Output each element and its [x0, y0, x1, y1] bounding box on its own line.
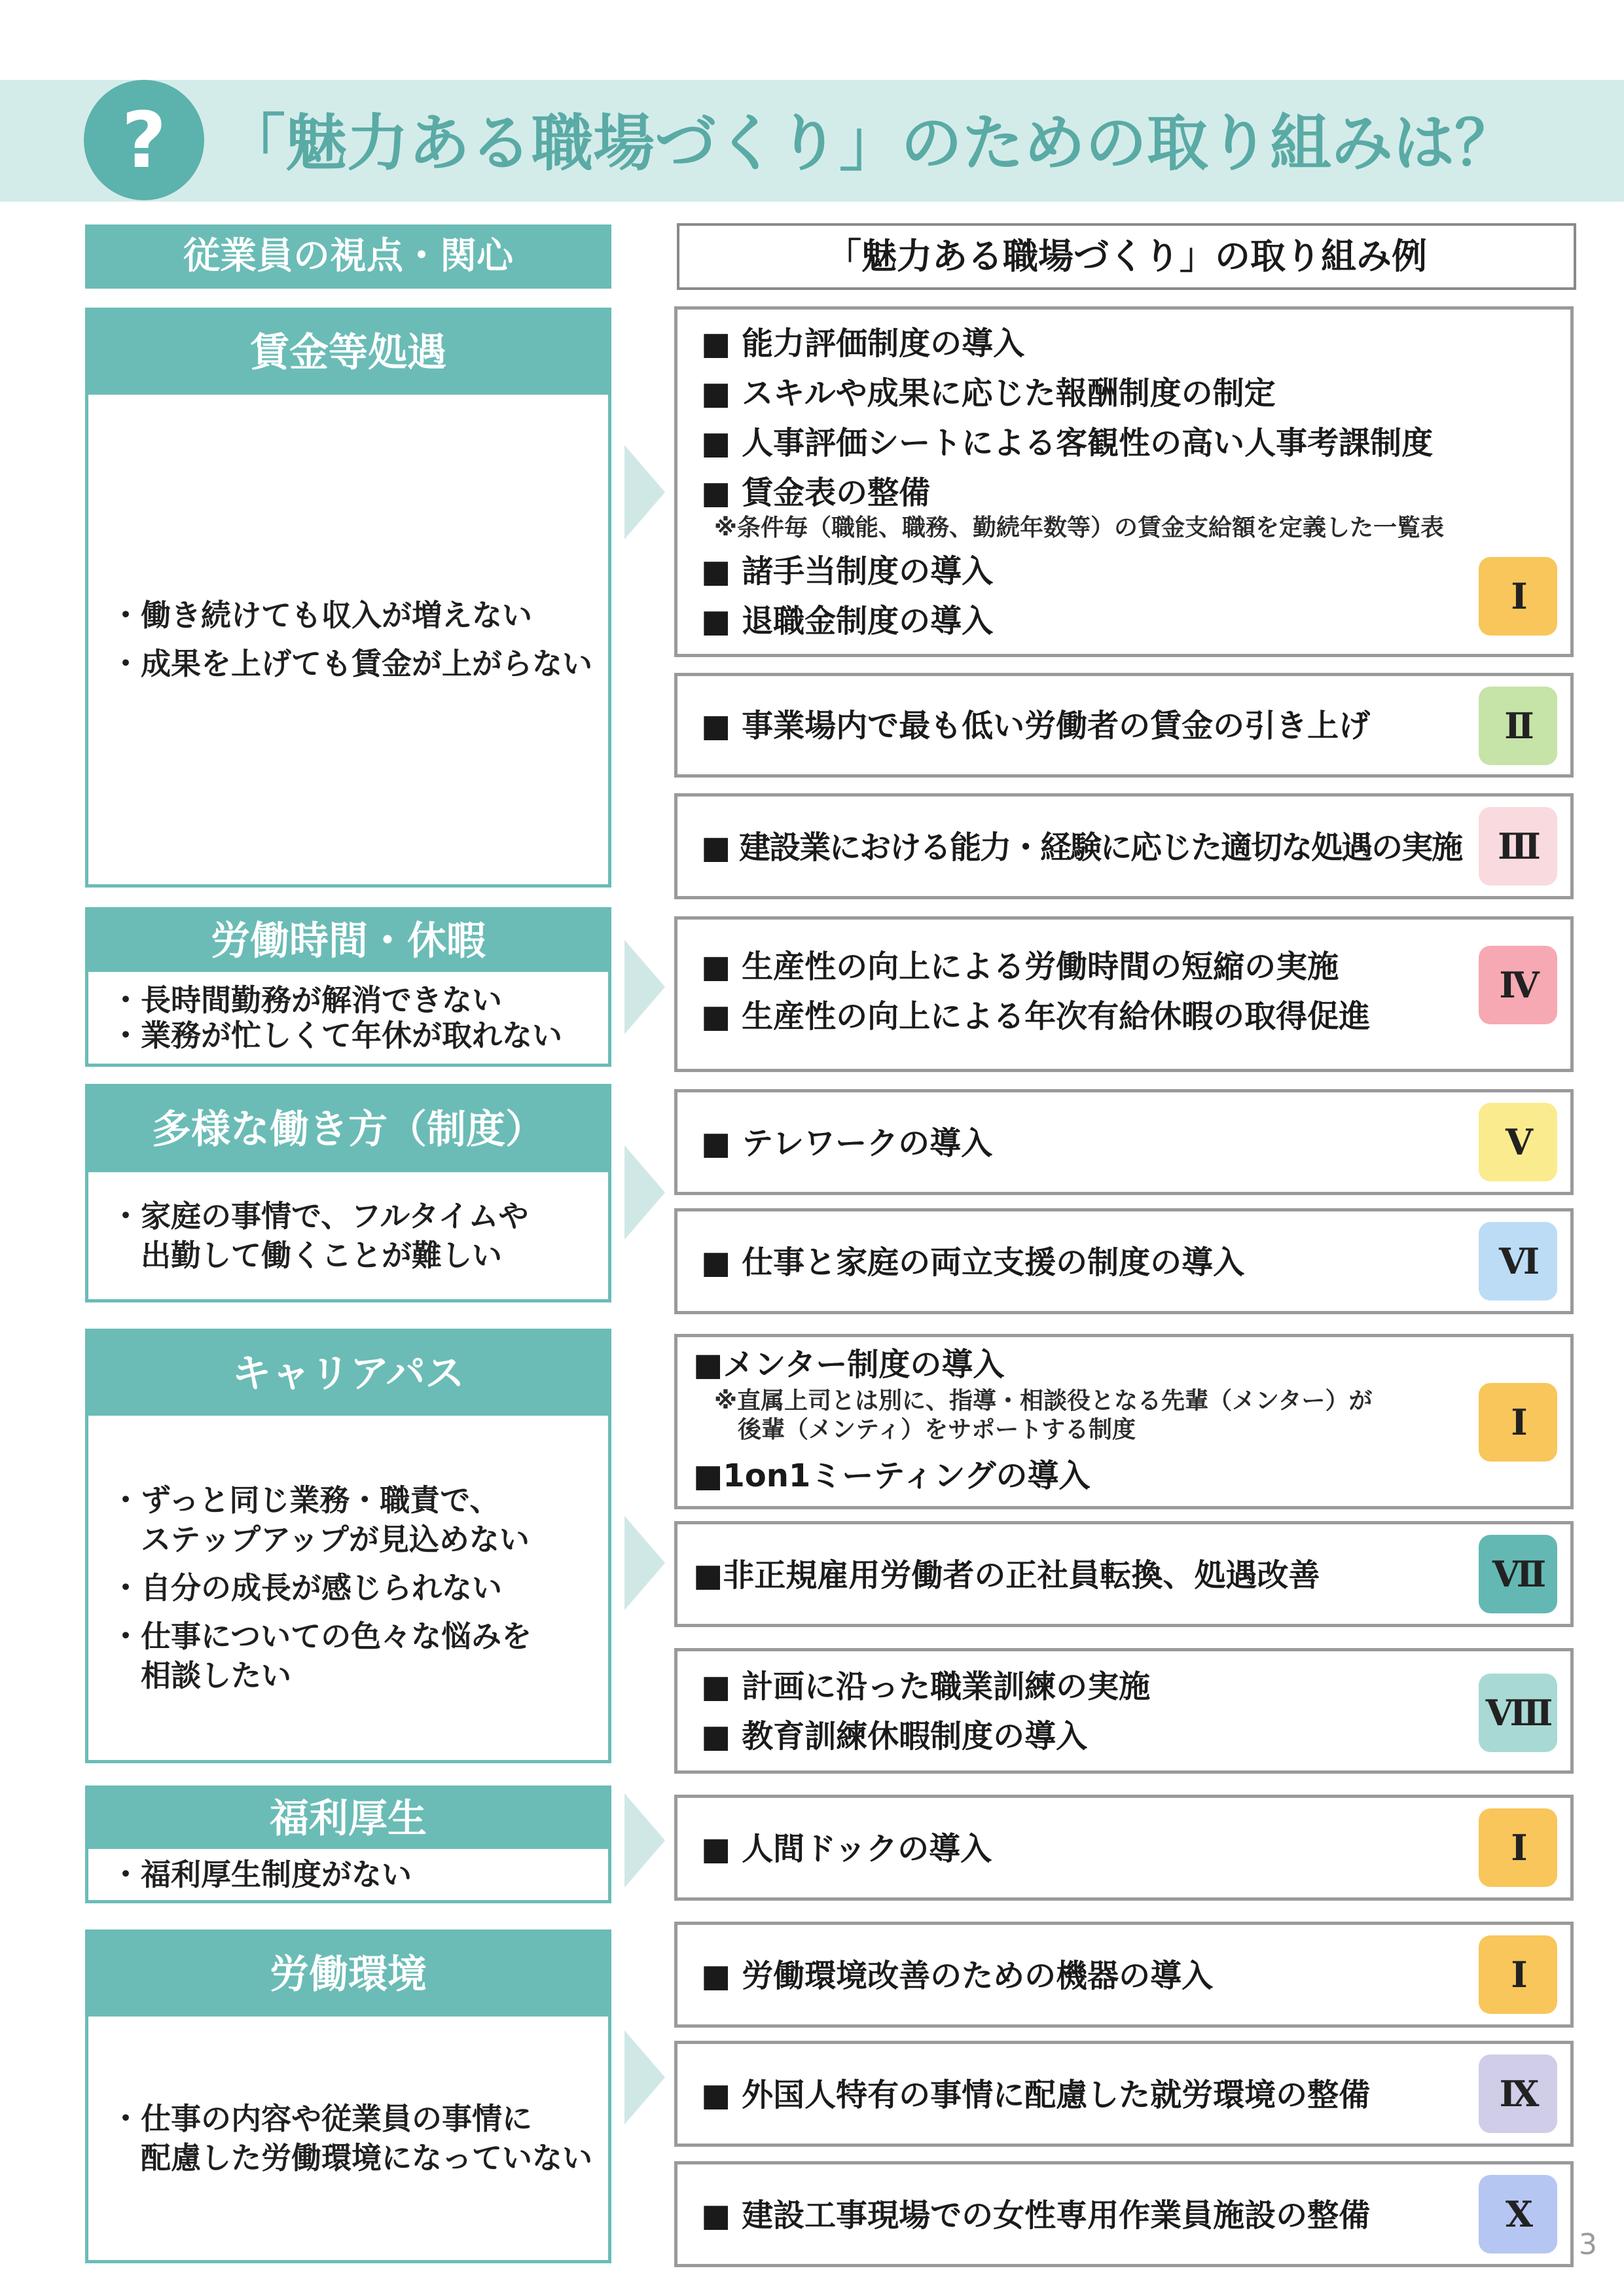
category-career-path	[85, 1329, 611, 1763]
initiative-box	[674, 306, 1574, 657]
initiative-box	[674, 2161, 1574, 2267]
concern-text: ・業務が忙しくて年休が取れない	[111, 1018, 562, 1053]
category-welfare	[85, 1785, 611, 1903]
category-badge: Ⅴ	[1479, 1103, 1557, 1181]
initiative-box	[674, 1648, 1574, 1774]
arrow-icon	[624, 940, 665, 1034]
category-title: 労働時間・休暇	[88, 910, 608, 972]
arrow-icon	[624, 1145, 665, 1240]
page-number: 3	[1579, 2228, 1597, 2261]
category-title: 多様な働き方（制度）	[88, 1087, 608, 1172]
category-title: 労働環境	[88, 1933, 608, 2017]
initiative-item: ■非正規雇用労働者の正社員転換、処遇改善	[693, 1557, 1320, 1594]
initiative-box	[674, 1922, 1574, 2028]
initiative-note: ※条件毎（職能、職務、勤続年数等）の賃金支給額を定義した一覧表	[714, 514, 1444, 541]
right-column-header: 「魅力ある職場づくり」の取り組み例	[677, 223, 1576, 290]
initiative-box	[674, 1795, 1574, 1901]
category-badge: Ⅰ	[1479, 1935, 1557, 2014]
category-badge: Ⅰ	[1479, 1808, 1557, 1887]
initiative-box	[674, 916, 1574, 1072]
category-badge: Ⅳ	[1479, 946, 1557, 1024]
initiative-item: ■ 賃金表の整備	[701, 475, 931, 511]
left-column-header: 従業員の視点・関心	[85, 224, 611, 289]
concern-text: ・仕事についての色々な悩みを 相談したい	[111, 1619, 532, 1693]
initiative-box	[674, 2041, 1574, 2147]
category-badge: Ⅰ	[1479, 1383, 1557, 1462]
category-badge: Ⅰ	[1479, 557, 1557, 636]
category-working-hours	[85, 907, 611, 1067]
initiative-item: ■ 人事評価シートによる客観性の高い人事考課制度	[701, 425, 1434, 461]
arrow-icon	[624, 2030, 665, 2125]
initiative-item: ■ 外国人特有の事情に配慮した就労環境の整備	[701, 2077, 1371, 2113]
initiative-item: ■ 人間ドックの導入	[701, 1831, 992, 1867]
initiative-box	[674, 673, 1574, 778]
initiative-item: ■ 建設業における能力・経験に応じた適切な処遇の実施	[701, 829, 1462, 866]
category-badge: Ⅷ	[1479, 1674, 1557, 1752]
initiative-item: ■ 能力評価制度の導入	[701, 325, 1025, 362]
page-title: 「魅力ある職場づくり」のための取り組みは？	[224, 108, 1517, 179]
initiative-item: ■ 計画に沿った職業訓練の実施	[701, 1668, 1151, 1705]
initiative-item: ■メンター制度の導入	[693, 1346, 1005, 1383]
initiative-box	[674, 1334, 1574, 1509]
initiative-item: ■ 労働環境改善のための機器の導入	[701, 1958, 1214, 1994]
category-badge: Ⅵ	[1479, 1222, 1557, 1300]
concern-text: ・自分の成長が感じられない	[111, 1570, 502, 1605]
concern-text: ・働き続けても収入が増えない	[111, 598, 532, 633]
category-badge: Ⅱ	[1479, 687, 1557, 765]
category-title: キャリアパス	[88, 1332, 608, 1416]
arrow-icon	[624, 445, 665, 539]
concern-text: ・ずっと同じ業務・職責で、 ステップアップが見込めない	[111, 1482, 530, 1557]
initiative-box	[674, 1208, 1574, 1314]
initiative-item: ■ 生産性の向上による年次有給休暇の取得促進	[701, 998, 1371, 1035]
initiative-box	[674, 1521, 1574, 1627]
initiative-note: ※直属上司とは別に、指導・相談役となる先輩（メンター）が 後輩（メンティ）をサポートする制度	[714, 1388, 1373, 1443]
category-flexible-work	[85, 1084, 611, 1302]
concern-text: ・福利厚生制度がない	[111, 1857, 412, 1892]
initiative-item: ■ 教育訓練休暇制度の導入	[701, 1718, 1088, 1755]
initiative-item: ■ スキルや成果に応じた報酬制度の制定	[701, 375, 1276, 412]
initiative-item: ■ 仕事と家庭の両立支援の制度の導入	[701, 1244, 1245, 1281]
initiative-item: ■ 退職金制度の導入	[701, 603, 994, 639]
initiative-item: ■ 生産性の向上による労働時間の短縮の実施	[701, 948, 1339, 985]
category-title: 賃金等処遇	[88, 311, 608, 395]
initiative-item: ■ テレワークの導入	[701, 1125, 993, 1162]
concern-text: ・成果を上げても賃金が上がらない	[111, 646, 592, 681]
concern-text: ・長時間勤務が解消できない	[111, 982, 502, 1018]
category-badge: Ⅹ	[1479, 2175, 1557, 2253]
initiative-box	[674, 793, 1574, 899]
question-icon: ?	[84, 80, 204, 200]
arrow-icon	[624, 1516, 665, 1610]
category-wages	[85, 308, 611, 888]
initiative-box	[674, 1089, 1574, 1195]
arrow-icon	[624, 1793, 665, 1888]
concern-text: ・家庭の事情で、フルタイムや 出勤して働くことが難しい	[111, 1198, 529, 1273]
category-badge: Ⅲ	[1479, 807, 1557, 886]
category-badge: Ⅶ	[1479, 1535, 1557, 1613]
initiative-item: ■ 諸手当制度の導入	[701, 553, 994, 590]
initiative-item: ■ 建設工事現場での女性専用作業員施設の整備	[701, 2197, 1371, 2234]
concern-text: ・仕事の内容や従業員の事情に 配慮した労働環境になっていない	[111, 2101, 592, 2176]
initiative-item: ■1on1ミーティングの導入	[693, 1458, 1091, 1494]
initiative-item: ■ 事業場内で最も低い労働者の賃金の引き上げ	[701, 708, 1371, 744]
category-work-environment	[85, 1929, 611, 2263]
category-badge: Ⅸ	[1479, 2054, 1557, 2133]
category-title: 福利厚生	[88, 1789, 608, 1849]
